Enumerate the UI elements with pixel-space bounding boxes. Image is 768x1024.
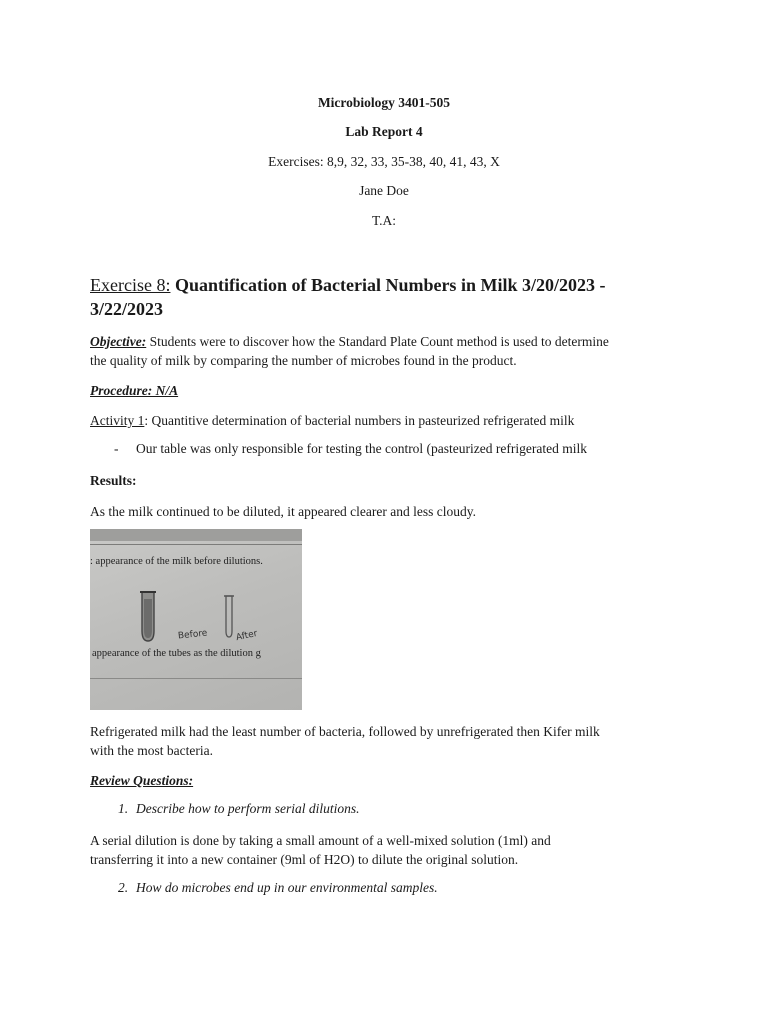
student-name: Jane Doe (359, 183, 409, 198)
objective-paragraph (90, 332, 680, 370)
question-2-number: 2. (118, 880, 129, 895)
conclusion-paragraph (90, 722, 680, 760)
objective-line1: Students were to discover how the Standard Plate Count method is used to determine (149, 334, 609, 349)
answer-1-line1: A serial dilution is done by taking a small amount of a well-mixed solution (1ml) and (90, 833, 551, 848)
activity-line (90, 411, 680, 430)
course-title: Microbiology 3401-505 (317, 95, 451, 110)
objective-label: Objective: (90, 334, 147, 349)
label-after: After (235, 628, 259, 644)
results-label: Results: (90, 473, 137, 488)
conclusion-line2: with the most bacteria. (90, 743, 213, 758)
question-2: How do microbes end up in our environmental samples. (136, 880, 438, 895)
exercise-title-line2: 3/22/2023 (90, 299, 164, 319)
activity-label: Activity 1 (90, 413, 145, 428)
test-tubes-drawing (90, 529, 302, 710)
objective-line2: the quality of milk by comparing the number of microbes found in the product. (90, 353, 517, 368)
photo-caption-top: : appearance of the milk before dilutions. (90, 556, 263, 567)
photo-caption-bottom: appearance of the tubes as the dilution g (92, 648, 261, 659)
exercises-list: Exercises: 8,9, 32, 33, 35-38, 40, 41, 43, X (268, 154, 500, 169)
procedure-label: Procedure: N/A (90, 383, 179, 398)
review-label: Review Questions: (90, 773, 194, 788)
answer-1 (90, 831, 680, 869)
bullet-text: Our table was only responsible for testing the control (pasteurized refrigerated milk (136, 441, 587, 456)
question-1-number: 1. (118, 801, 129, 816)
review-heading (90, 771, 680, 790)
answer-1-line2: transferring it into a new container (9ml of H2O) to dilute the original solution. (90, 852, 519, 867)
dilution-photo (90, 529, 302, 710)
exercise-heading (90, 273, 680, 321)
procedure-line (90, 381, 680, 400)
report-title: Lab Report 4 (345, 124, 423, 139)
results-text: As the milk continued to be diluted, it appeared clearer and less cloudy. (90, 504, 477, 519)
conclusion-line1: Refrigerated milk had the least number of bacteria, followed by unrefrigerated then Kifer milk (90, 724, 600, 739)
bullet-marker: - (114, 441, 119, 456)
question-1: Describe how to perform serial dilutions. (136, 801, 360, 816)
activity-text: : Quantitive determination of bacterial numbers in pasteurized refrigerated milk (144, 413, 575, 428)
exercise-title-line1: Quantification of Bacterial Numbers in Milk 3/20/2023 - (174, 275, 606, 295)
exercise-label: Exercise 8: (90, 275, 171, 295)
ta-line: T.A: (371, 213, 397, 228)
label-before: Before (177, 628, 208, 642)
